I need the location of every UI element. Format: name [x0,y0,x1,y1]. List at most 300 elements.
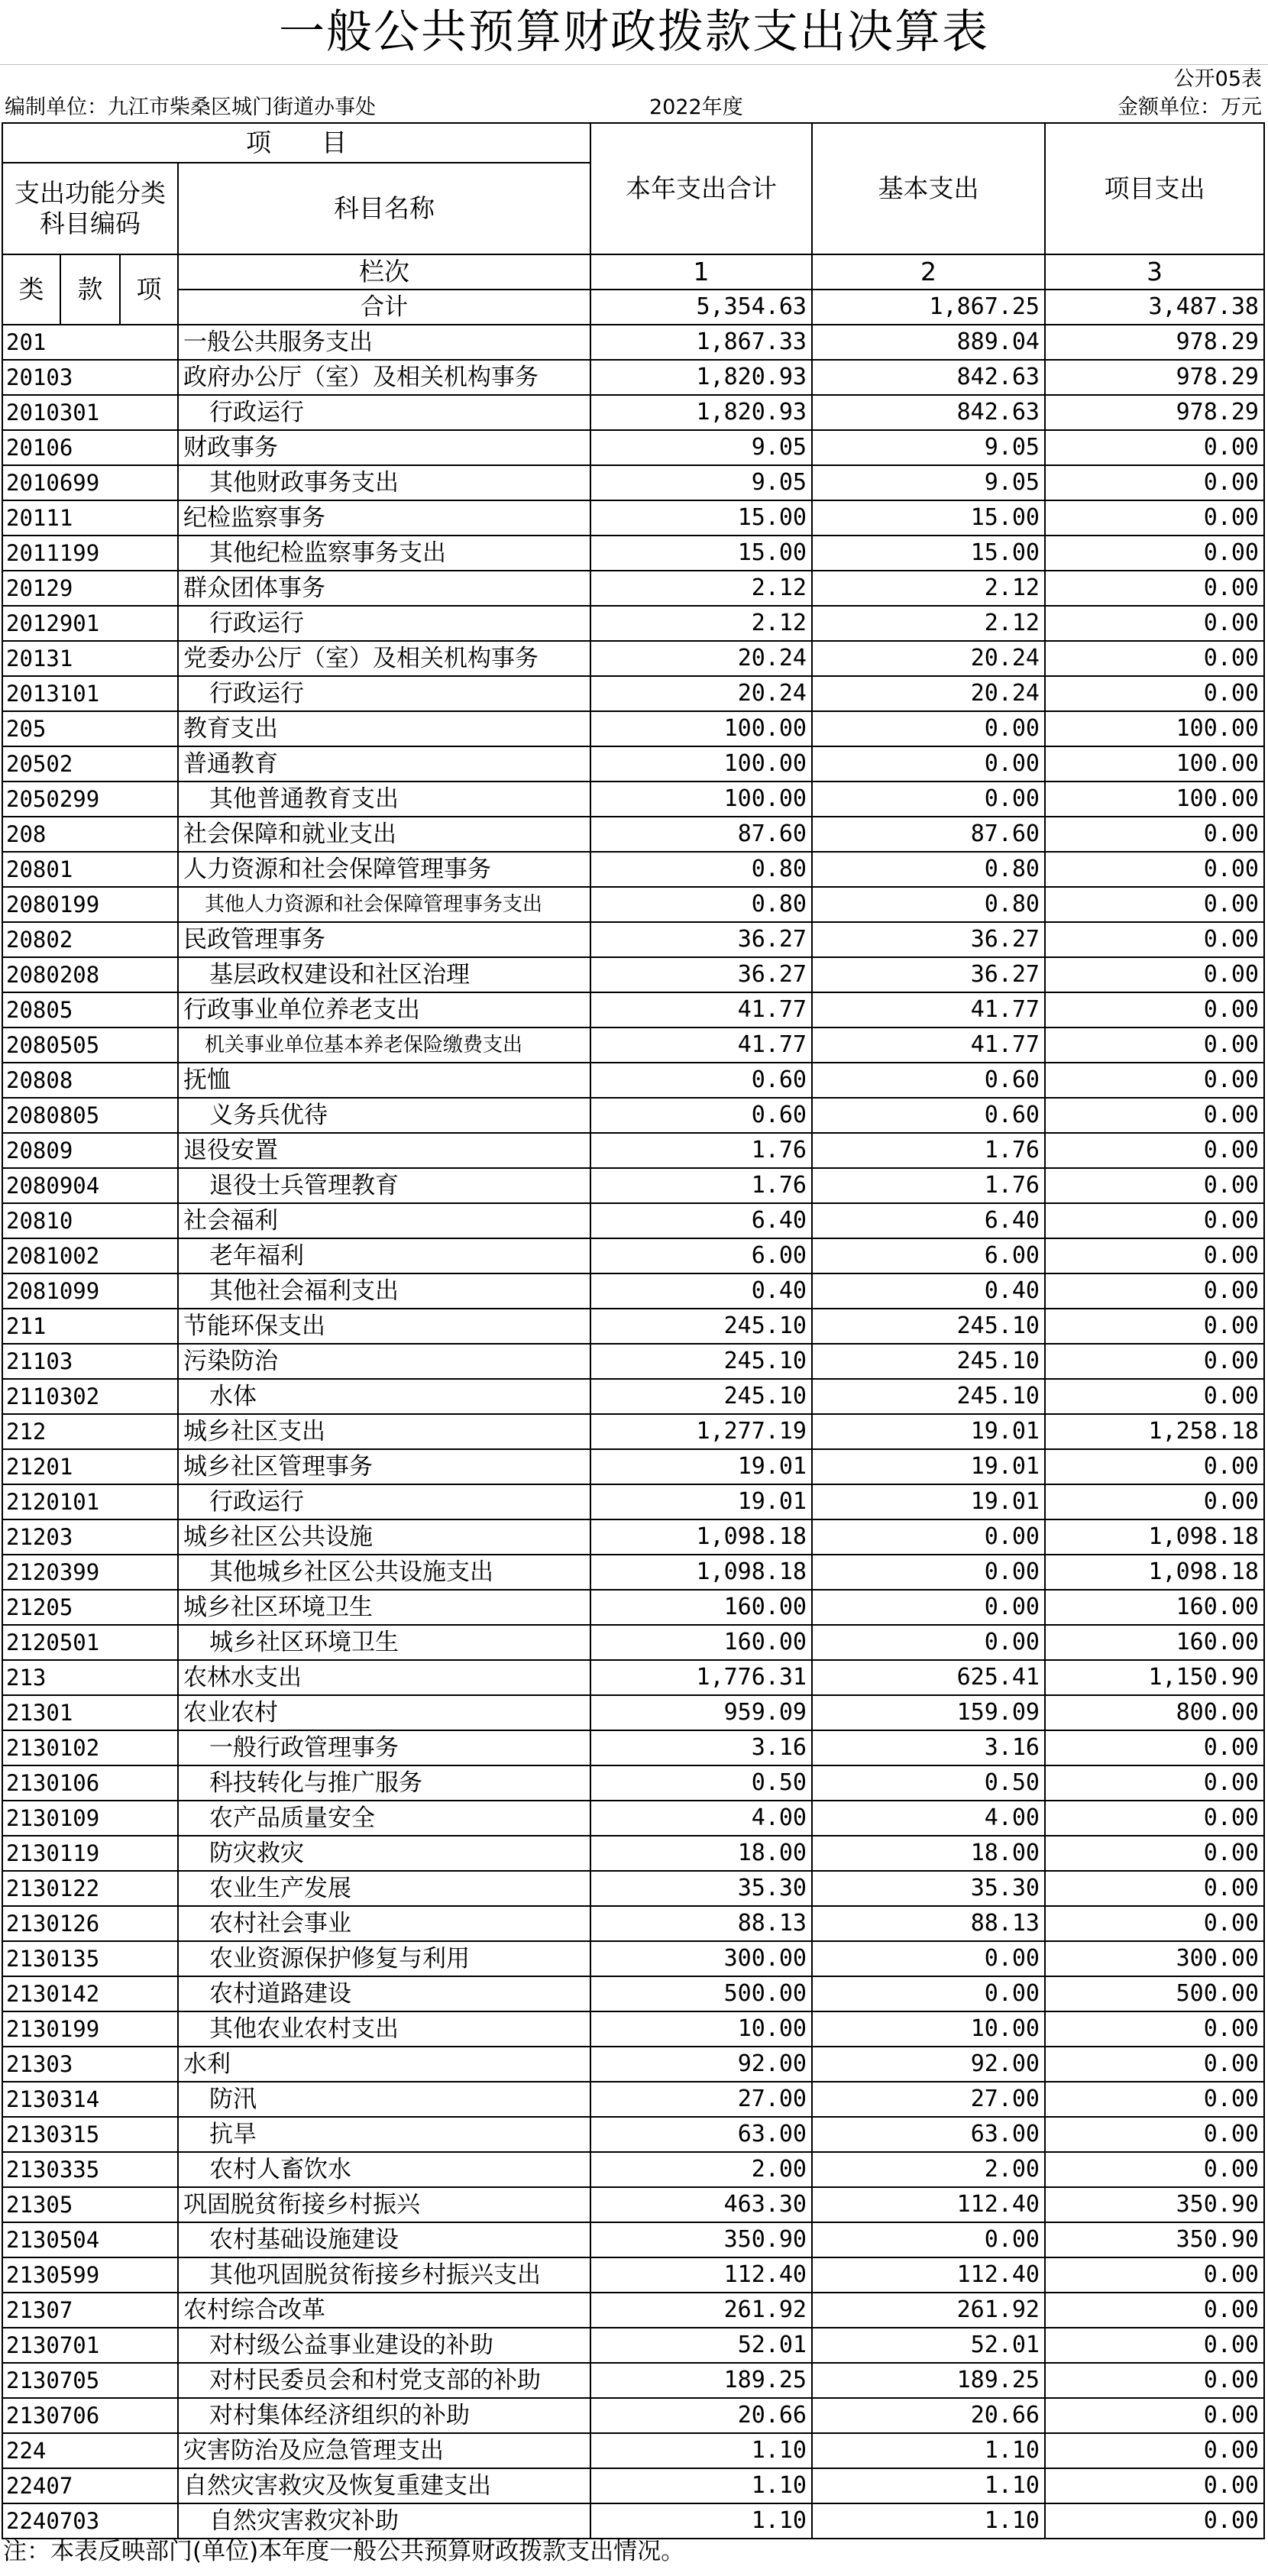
row-code: 2130109 [2,1801,178,1836]
header-kuan: 款 [60,254,120,325]
row-code: 2130102 [2,1730,178,1765]
table-row [2,1695,1264,1730]
row-subject-name: 抗旱 [178,2117,590,2152]
table-row [2,2152,1264,2187]
row-subject-name: 农业生产发展 [178,1871,590,1906]
row-total: 500.00 [590,1976,812,2011]
row-basic: 1.76 [812,1168,1045,1203]
row-code: 2080199 [2,887,178,922]
table-row [2,1906,1264,1941]
row-code: 2130705 [2,2363,178,2398]
row-project: 0.00 [1045,1730,1264,1765]
unit-row [0,93,1268,122]
row-basic: 36.27 [812,922,1045,957]
table-row [2,1801,1264,1836]
row-project: 0.00 [1045,2152,1264,2187]
table-row [2,1414,1264,1449]
row-subject-name: 城乡社区环境卫生 [178,1590,590,1625]
table-row [2,1273,1264,1309]
row-total: 52.01 [590,2328,812,2363]
row-subject-name: 其他社会福利支出 [178,1273,590,1309]
table-row [2,922,1264,957]
row-project: 0.00 [1045,2293,1264,2328]
row-project: 0.00 [1045,2011,1264,2047]
row-project: 0.00 [1045,887,1264,922]
row-basic: 36.27 [812,957,1045,992]
row-code: 2050299 [2,782,178,817]
table-row [2,606,1264,641]
row-subject-name: 农村基础设施建设 [178,2222,590,2257]
table-row [2,782,1264,817]
row-code: 2012901 [2,606,178,641]
header-total: 本年支出合计 [590,123,812,254]
header-lanci: 栏次 [178,254,590,290]
row-basic: 6.00 [812,1238,1045,1273]
row-subject-name: 其他纪检监察事务支出 [178,536,590,571]
row-code: 2130599 [2,2257,178,2293]
header-subject-name: 科目名称 [178,163,590,254]
row-subject-name: 城乡社区管理事务 [178,1449,590,1484]
row-project: 100.00 [1045,782,1264,817]
row-project: 0.00 [1045,1449,1264,1484]
row-subject-name: 退役士兵管理教育 [178,1168,590,1203]
row-basic: 842.63 [812,395,1045,430]
row-subject-name: 农业资源保护修复与利用 [178,1941,590,1976]
row-total: 2.00 [590,2152,812,2187]
row-basic: 1.10 [812,2433,1045,2468]
row-basic: 41.77 [812,992,1045,1027]
row-total: 41.77 [590,992,812,1027]
row-total: 4.00 [590,1801,812,1836]
row-code: 2130315 [2,2117,178,2152]
row-subject-name: 城乡社区环境卫生 [178,1625,590,1660]
row-basic: 0.00 [812,782,1045,817]
table-row [2,2398,1264,2433]
row-basic: 35.30 [812,1871,1045,1906]
table-row [2,1309,1264,1344]
row-project: 0.00 [1045,1765,1264,1801]
header-lei: 类 [2,254,60,325]
table-row [2,2047,1264,2082]
row-total: 1.10 [590,2503,812,2539]
row-code: 2081002 [2,1238,178,1273]
row-total: 20.24 [590,676,812,711]
row-total: 10.00 [590,2011,812,2047]
row-code: 21303 [2,2047,178,2082]
row-project: 0.00 [1045,2363,1264,2398]
row-total: 87.60 [590,817,812,852]
row-total: 1.76 [590,1133,812,1168]
row-project: 350.90 [1045,2187,1264,2222]
row-subject-name: 行政运行 [178,606,590,641]
row-project: 0.00 [1045,817,1264,852]
row-code: 20810 [2,1203,178,1238]
table-row [2,465,1264,500]
table-row [2,1027,1264,1063]
row-project: 800.00 [1045,1695,1264,1730]
row-project: 350.90 [1045,2222,1264,2257]
row-basic: 88.13 [812,1906,1045,1941]
table-row [2,887,1264,922]
row-total: 1.10 [590,2433,812,2468]
row-code: 21201 [2,1449,178,1484]
row-code: 20502 [2,746,178,782]
row-project: 0.00 [1045,2047,1264,2082]
row-subject-name: 对村民委员会和村党支部的补助 [178,2363,590,2398]
table-row [2,2222,1264,2257]
row-code: 2010301 [2,395,178,430]
row-subject-name: 防灾救灾 [178,1836,590,1871]
row-subject-name: 污染防治 [178,1344,590,1379]
row-project: 0.00 [1045,957,1264,992]
table-row [2,957,1264,992]
row-subject-name: 人力资源和社会保障管理事务 [178,852,590,887]
table-row [2,1871,1264,1906]
row-total: 35.30 [590,1871,812,1906]
row-project: 0.00 [1045,2433,1264,2468]
row-code: 2130122 [2,1871,178,1906]
row-subject-name: 农林水支出 [178,1660,590,1695]
table-row [2,817,1264,852]
table-row [2,2117,1264,2152]
row-basic: 245.10 [812,1309,1045,1344]
row-project: 100.00 [1045,711,1264,746]
row-total: 0.50 [590,1765,812,1801]
row-total: 0.60 [590,1063,812,1098]
row-basic: 2.00 [812,2152,1045,2187]
row-basic: 2.12 [812,571,1045,606]
row-project: 0.00 [1045,606,1264,641]
table-row [2,1344,1264,1379]
table-row [2,1379,1264,1414]
row-total: 1,098.18 [590,1519,812,1555]
row-subject-name: 农村综合改革 [178,2293,590,2328]
row-project: 0.00 [1045,2398,1264,2433]
row-total: 0.80 [590,887,812,922]
table-row [2,641,1264,676]
row-code: 2130314 [2,2082,178,2117]
row-basic: 9.05 [812,430,1045,465]
expenditure-table [2,122,1265,2539]
row-code: 208 [2,817,178,852]
row-subject-name: 防汛 [178,2082,590,2117]
row-basic: 41.77 [812,1027,1045,1063]
table-row [2,2011,1264,2047]
row-basic: 0.40 [812,1273,1045,1309]
row-subject-name: 机关事业单位基本养老保险缴费支出 [178,1027,590,1063]
row-basic: 52.01 [812,2328,1045,2363]
row-subject-name: 科技转化与推广服务 [178,1765,590,1801]
row-total: 63.00 [590,2117,812,2152]
table-row [2,2257,1264,2293]
table-row [2,1063,1264,1098]
table-row [2,360,1264,395]
row-subject-name: 党委办公厅（室）及相关机构事务 [178,641,590,676]
total-row [2,290,1264,325]
row-subject-name: 农产品质量安全 [178,1801,590,1836]
row-subject-name: 义务兵优待 [178,1098,590,1133]
row-basic: 3.16 [812,1730,1045,1765]
row-basic: 19.01 [812,1414,1045,1449]
row-basic: 27.00 [812,2082,1045,2117]
row-subject-name: 政府办公厅（室）及相关机构事务 [178,360,590,395]
row-code: 2120101 [2,1484,178,1519]
row-code: 20809 [2,1133,178,1168]
row-subject-name: 行政运行 [178,1484,590,1519]
row-project: 0.00 [1045,2328,1264,2363]
table-row [2,1449,1264,1484]
row-total: 15.00 [590,500,812,536]
row-code: 21205 [2,1590,178,1625]
row-basic: 4.00 [812,1801,1045,1836]
row-project: 0.00 [1045,1063,1264,1098]
row-basic: 0.50 [812,1765,1045,1801]
table-row [2,2433,1264,2468]
row-basic: 10.00 [812,2011,1045,2047]
row-basic: 15.00 [812,500,1045,536]
table-row [2,1555,1264,1590]
table-row [2,852,1264,887]
row-subject-name: 教育支出 [178,711,590,746]
divider [0,64,1268,65]
row-project: 0.00 [1045,676,1264,711]
row-total: 18.00 [590,1836,812,1871]
row-total: 463.30 [590,2187,812,2222]
header-xiang: 项 [120,254,178,325]
year-label: 2022年度 [649,95,743,119]
row-total: 27.00 [590,2082,812,2117]
header-row-1 [2,123,1264,163]
row-total: 300.00 [590,1941,812,1976]
row-subject-name: 基层政权建设和社区治理 [178,957,590,992]
row-subject-name: 农业农村 [178,1695,590,1730]
row-code: 2130135 [2,1941,178,1976]
row-total: 2.12 [590,606,812,641]
row-basic: 18.00 [812,1836,1045,1871]
row-project: 300.00 [1045,1941,1264,1976]
row-code: 201 [2,325,178,360]
row-code: 2010699 [2,465,178,500]
table-row [2,395,1264,430]
row-total: 92.00 [590,2047,812,2082]
row-project: 0.00 [1045,2257,1264,2293]
row-project: 1,098.18 [1045,1555,1264,1590]
row-code: 2130106 [2,1765,178,1801]
row-total: 19.01 [590,1449,812,1484]
row-code: 213 [2,1660,178,1695]
row-project: 0.00 [1045,1379,1264,1414]
row-code: 2011199 [2,536,178,571]
row-total: 20.66 [590,2398,812,2433]
row-total: 36.27 [590,922,812,957]
table-row [2,2363,1264,2398]
row-subject-name: 群众团体事务 [178,571,590,606]
row-code: 212 [2,1414,178,1449]
row-basic: 0.00 [812,1941,1045,1976]
table-row [2,1625,1264,1660]
row-code: 224 [2,2433,178,2468]
row-project: 0.00 [1045,1801,1264,1836]
row-project: 100.00 [1045,746,1264,782]
row-total: 19.01 [590,1484,812,1519]
row-code: 2013101 [2,676,178,711]
table-row [2,430,1264,465]
row-project: 0.00 [1045,1133,1264,1168]
row-project: 978.29 [1045,325,1264,360]
row-subject-name: 对村级公益事业建设的补助 [178,2328,590,2363]
row-basic: 0.60 [812,1063,1045,1098]
row-subject-name: 灾害防治及应急管理支出 [178,2433,590,2468]
row-project: 0.00 [1045,1098,1264,1133]
row-code: 20106 [2,430,178,465]
header-n3: 3 [1045,254,1264,290]
row-subject-name: 其他城乡社区公共设施支出 [178,1555,590,1590]
unit-label: 金额单位：万元 [1118,95,1262,119]
row-code: 20805 [2,992,178,1027]
row-total: 350.90 [590,2222,812,2257]
row-project: 0.00 [1045,1344,1264,1379]
row-project: 160.00 [1045,1625,1264,1660]
header-project: 项目支出 [1045,123,1264,254]
table-row [2,571,1264,606]
row-project: 0.00 [1045,2503,1264,2539]
row-subject-name: 水利 [178,2047,590,2082]
header-item-group: 项 目 [2,123,590,163]
row-project: 0.00 [1045,992,1264,1027]
row-project: 0.00 [1045,430,1264,465]
row-project: 1,098.18 [1045,1519,1264,1555]
row-basic: 0.60 [812,1098,1045,1133]
table-row [2,1133,1264,1168]
row-project: 0.00 [1045,1309,1264,1344]
row-total: 245.10 [590,1344,812,1379]
table-row [2,2082,1264,2117]
header-n1: 1 [590,254,812,290]
row-code: 21305 [2,2187,178,2222]
table-row [2,1590,1264,1625]
row-code: 2120501 [2,1625,178,1660]
row-code: 2130142 [2,1976,178,2011]
row-subject-name: 退役安置 [178,1133,590,1168]
row-basic: 2.12 [812,606,1045,641]
row-subject-name: 一般行政管理事务 [178,1730,590,1765]
row-code: 21103 [2,1344,178,1379]
row-code: 2130701 [2,2328,178,2363]
table-row [2,500,1264,536]
row-subject-name: 社会保障和就业支出 [178,817,590,852]
row-code: 20808 [2,1063,178,1098]
row-basic: 15.00 [812,536,1045,571]
row-total: 1,277.19 [590,1414,812,1449]
row-total: 6.00 [590,1238,812,1273]
row-basic: 20.24 [812,676,1045,711]
row-subject-name: 农村社会事业 [178,1906,590,1941]
row-project: 0.00 [1045,922,1264,957]
row-total: 100.00 [590,711,812,746]
form-code: 公开05表 [1173,67,1262,91]
row-code: 2080904 [2,1168,178,1203]
row-basic: 842.63 [812,360,1045,395]
row-project: 0.00 [1045,1836,1264,1871]
header-row-4 [2,254,1264,290]
org-label: 编制单位：九江市柴桑区城门街道办事处 [5,95,376,119]
table-row [2,1519,1264,1555]
row-subject-name: 普通教育 [178,746,590,782]
row-total: 160.00 [590,1625,812,1660]
row-basic: 245.10 [812,1379,1045,1414]
row-code: 2080208 [2,957,178,992]
row-total: 0.60 [590,1098,812,1133]
table-row [2,1238,1264,1273]
row-basic: 0.00 [812,2222,1045,2257]
row-code: 205 [2,711,178,746]
row-basic: 159.09 [812,1695,1045,1730]
row-total: 41.77 [590,1027,812,1063]
row-basic: 1.10 [812,2503,1045,2539]
total-project: 3,487.38 [1045,290,1264,325]
row-basic: 20.24 [812,641,1045,676]
table-row [2,1484,1264,1519]
table-row [2,1941,1264,1976]
row-subject-name: 财政事务 [178,430,590,465]
row-subject-name: 民政管理事务 [178,922,590,957]
row-project: 978.29 [1045,360,1264,395]
row-basic: 0.00 [812,1625,1045,1660]
row-total: 2.12 [590,571,812,606]
row-total: 36.27 [590,957,812,992]
row-basic: 112.40 [812,2187,1045,2222]
row-total: 261.92 [590,2293,812,2328]
table-row [2,2503,1264,2539]
row-subject-name: 其他巩固脱贫衔接乡村振兴支出 [178,2257,590,2293]
row-project: 0.00 [1045,641,1264,676]
row-total: 1,776.31 [590,1660,812,1695]
row-basic: 0.00 [812,1555,1045,1590]
row-basic: 889.04 [812,325,1045,360]
total-total: 5,354.63 [590,290,812,325]
row-total: 100.00 [590,746,812,782]
table-row [2,992,1264,1027]
row-code: 2240703 [2,2503,178,2539]
row-code: 2120399 [2,1555,178,1590]
row-code: 2130504 [2,2222,178,2257]
row-total: 1,867.33 [590,325,812,360]
row-subject-name: 对村集体经济组织的补助 [178,2398,590,2433]
row-basic: 0.80 [812,852,1045,887]
row-subject-name: 其他农业农村支出 [178,2011,590,2047]
row-subject-name: 农村道路建设 [178,1976,590,2011]
row-project: 0.00 [1045,1238,1264,1273]
row-total: 0.40 [590,1273,812,1309]
row-basic: 0.00 [812,746,1045,782]
table-row [2,2187,1264,2222]
row-code: 20131 [2,641,178,676]
table-row [2,1098,1264,1133]
row-project: 500.00 [1045,1976,1264,2011]
row-basic: 87.60 [812,817,1045,852]
row-subject-name: 其他普通教育支出 [178,782,590,817]
header-func-class: 支出功能分类科目编码 [2,163,178,254]
row-basic: 1.76 [812,1133,1045,1168]
row-subject-name: 其他人力资源和社会保障管理事务支出 [178,887,590,922]
row-basic: 261.92 [812,2293,1045,2328]
row-project: 0.00 [1045,1273,1264,1309]
row-code: 22407 [2,2468,178,2503]
row-subject-name: 城乡社区支出 [178,1414,590,1449]
row-total: 1.10 [590,2468,812,2503]
row-basic: 92.00 [812,2047,1045,2082]
row-code: 20129 [2,571,178,606]
